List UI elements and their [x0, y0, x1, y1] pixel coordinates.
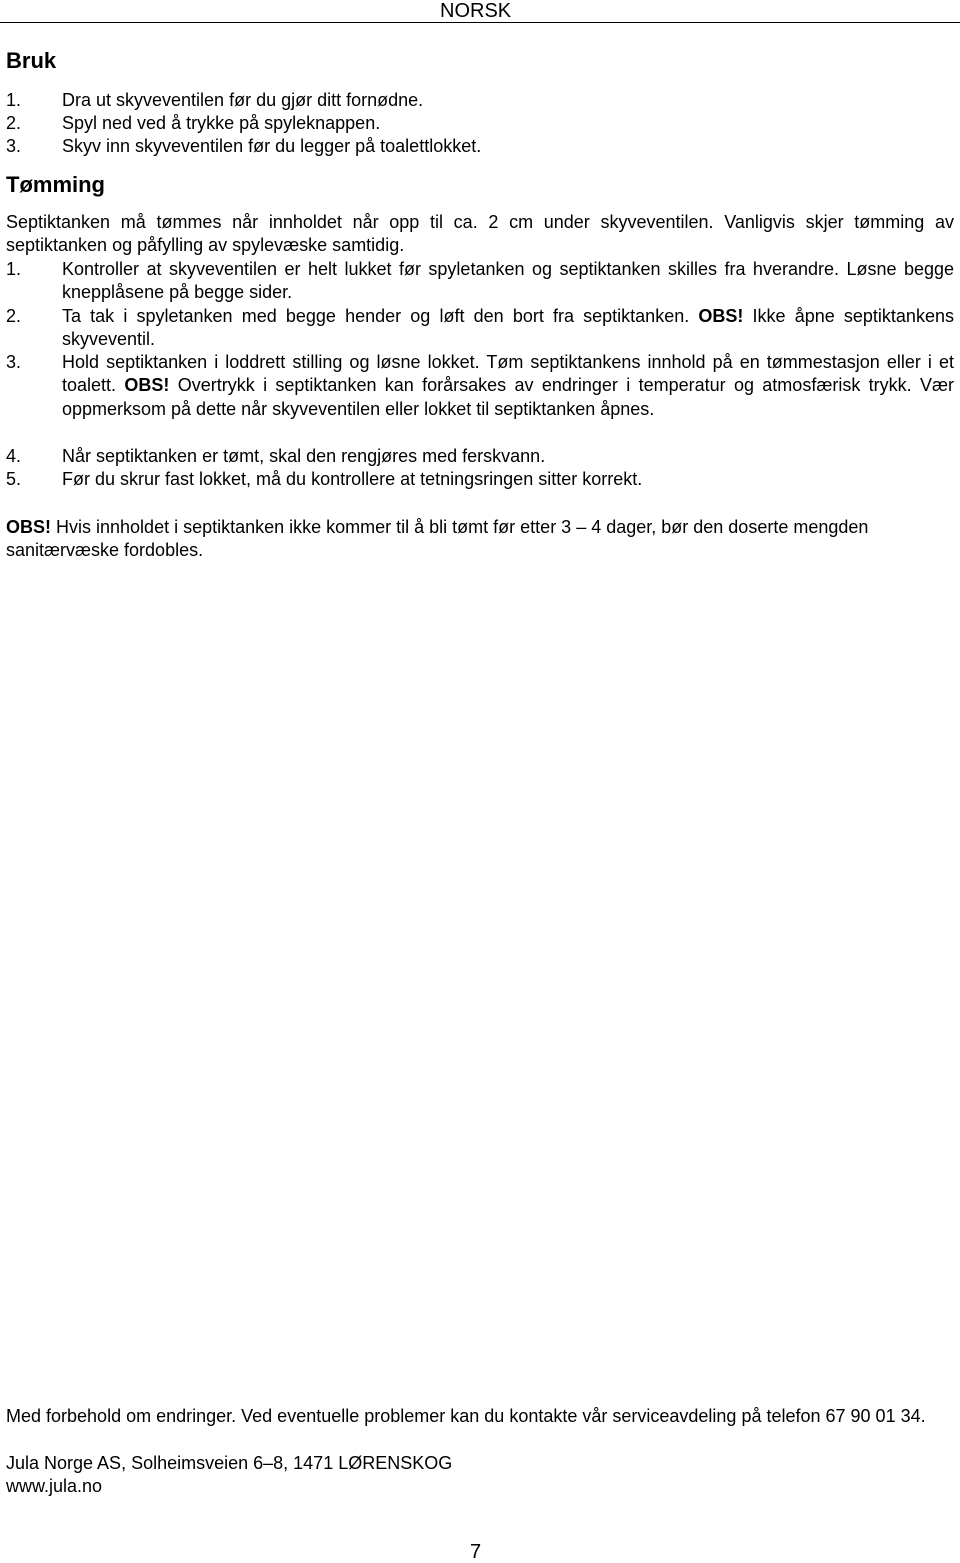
list-number: 3.: [6, 136, 22, 156]
obs-label: OBS!: [124, 375, 170, 396]
list-text-part: Overtrykk i septiktanken kan forårsakes av endringer i temperatur og atmosfærisk trykk. Vær oppmerksom på dette når skyveventilen eller lokket til septiktanken åpnes.: [62, 375, 954, 419]
section-heading-bruk: Bruk: [6, 48, 57, 73]
footer-disclaimer: Med forbehold om endringer. Ved eventuelle problemer kan du kontakte vår serviceavdeling på telefon 67 90 01 34.: [6, 1406, 926, 1426]
list-item: [6, 351, 954, 421]
list-number: 2.: [6, 306, 22, 326]
list-text: Skyv inn skyveventilen før du legger på toalettlokket.: [62, 136, 482, 156]
list-text-part: Ikke åpne septiktankens skyveventil.: [62, 306, 954, 350]
page-number: 7: [470, 1541, 482, 1563]
list-item: [6, 89, 954, 112]
list-text: Når septiktanken er tømt, skal den rengjøres med ferskvann.: [62, 446, 546, 466]
list-text: Spyl ned ved å trykke på spyleknappen.: [62, 113, 381, 133]
list-text: [62, 351, 954, 421]
obs-note-text: Hvis innholdet i septiktanken ikke kommer til å bli tømt før etter 3 – 4 dager, bør den doserte mengden sanitærvæske fordobles.: [6, 517, 869, 561]
list-item: [6, 445, 954, 468]
list-text: Dra ut skyveventilen før du gjør ditt fornødne.: [62, 90, 424, 110]
header-divider: [0, 22, 960, 23]
list-text: [62, 305, 954, 352]
list-text: Kontroller at skyveventilen er helt lukket før spyletanken og septiktanken skilles fra hverandre. Løsne begge knepplåsene på begge sider.: [62, 259, 954, 303]
language-label: NORSK: [440, 0, 512, 22]
list-number: 3.: [6, 352, 22, 372]
section-heading-tomming: Tømming: [6, 172, 105, 197]
list-text-part: Hold septiktanken i loddrett stilling og løsne lokket. Tøm septiktankens innhold på en tømmestasjon eller i et toalett.: [62, 352, 954, 396]
footer-address: Jula Norge AS, Solheimsveien 6–8, 1471 LØRENSKOG: [6, 1453, 453, 1473]
obs-label: OBS!: [6, 517, 51, 537]
list-item: [6, 112, 954, 135]
list-item: [6, 258, 954, 305]
intro-paragraph: Septiktanken må tømmes når innholdet når opp til ca. 2 cm under skyveventilen. Vanligvis skjer tømming av septiktanken og påfylling av spylevæske samtidig.: [6, 212, 954, 256]
list-item: [6, 135, 954, 158]
obs-label: OBS!: [698, 306, 744, 326]
list-number: 1.: [6, 259, 22, 279]
list-text-part: Ta tak i spyletanken med begge hender og løft den bort fra septiktanken.: [62, 306, 690, 326]
footer-website: www.jula.no: [6, 1476, 103, 1496]
obs-note: [6, 516, 954, 563]
list-text: Før du skrur fast lokket, må du kontrollere at tetningsringen sitter korrekt.: [62, 469, 643, 489]
list-number: 5.: [6, 469, 22, 489]
list-number: 4.: [6, 446, 22, 466]
list-item: [6, 305, 954, 352]
list-number: 1.: [6, 90, 22, 110]
list-number: 2.: [6, 113, 22, 133]
list-item: [6, 468, 954, 491]
